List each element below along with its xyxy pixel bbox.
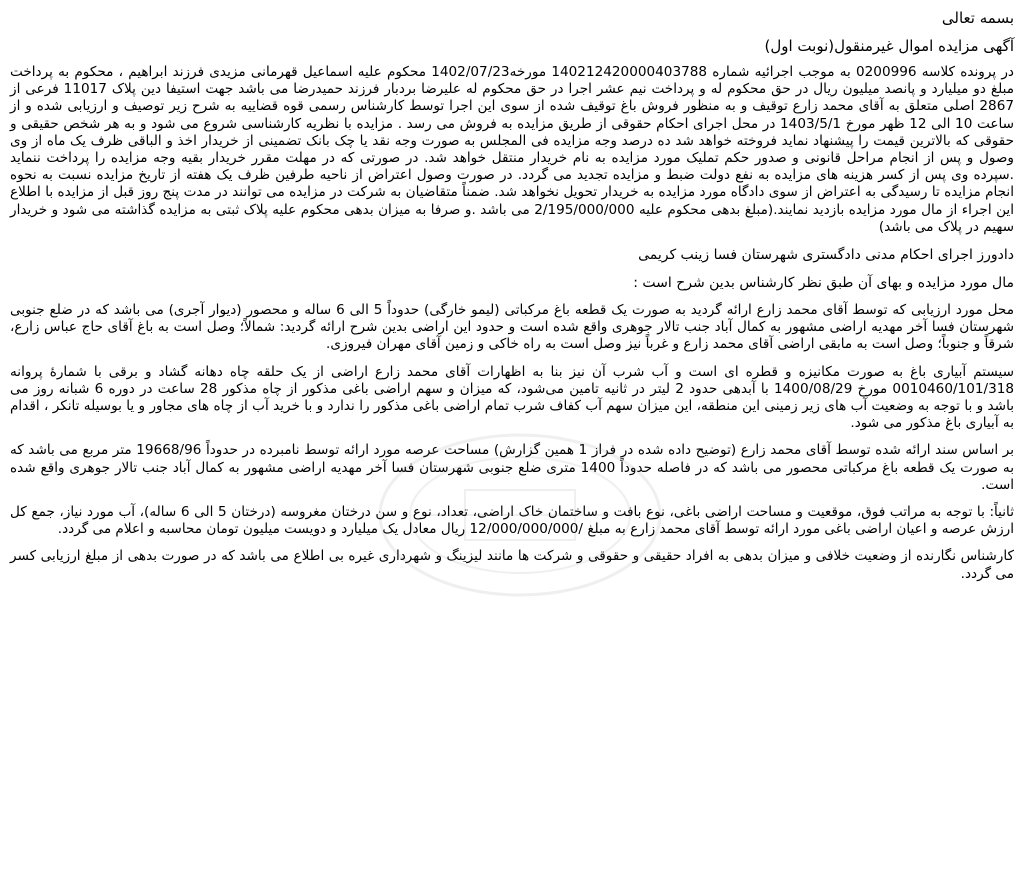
valuation-paragraph: ثانیاً: با توجه به مراتب فوق، موقعیت و مساحت اراضی باغی، نوع بافت و ساختمان خاک اراضی، تعداد، نوع و سن درختان مغروسه (درختان 5 الی 6 ساله)، آب مورد نیاز، جمع کل ارزش عرصه و اعیان اراضی باغی مورد ارائه توسط آقای محمد زارع به مبلغ /12/000/000/000 ریال معادل یک میلیارد و دویست میلیون تومان محاسبه و اعلام می گردد.: [10, 504, 1014, 538]
enforcement-officer-line: دادورز اجرای احکام مدنی دادگستری شهرستان فسا زینب کریمی: [638, 247, 1014, 264]
auction-notice-document: [10, 8, 1014, 868]
debt-disclaimer-paragraph: کارشناس نگارنده از وضعیت خلافی و میزان بدهی به افراد حقیقی و حقوقی و شرکت ها مانند لیزینگ و شهرداری غیره بی اطلاع می باشد که در صورت بدهی از مبلغ ارزیابی کسر می گردد.: [10, 548, 1014, 582]
irrigation-paragraph: سیستم آبیاری باغ به صورت مکانیزه و قطره ای است و آب شرب آن نیز بنا به اظهارات آقای محمد زارع اراضی از یک حلقه چاه دهانه گشاد و برقی با شمارهٔ پروانه 0010460/101/318 مورخ 1400/08/29 با آبدهی حدود 2 لیتر در ثانیه تامین می‌شود، که میزان و سهم اراضی باغی مذکور از چاه مذکور 28 ساعت در دوره 6 شبانه روز می باشد و با توجه به وضعیت آب های زیر زمینی این منطقه، این میزان سهم آب کفاف شرب تمام اراضی باغی مذکور را ندارد و با خرید آب از چاه های مجاور و یا بوسیله تانکر ، اقدام به آبیاری باغ مذکور می شود.: [10, 363, 1015, 432]
appraisal-intro-line: مال مورد مزایده و بهای آن طبق نظر کارشناس بدین شرح است :: [633, 275, 1014, 292]
area-paragraph: بر اساس سند ارائه شده توسط آقای محمد زارع (توضیح داده شده در فراز 1 همین گزارش) مساحت عرصه مورد ارائه توسط نامبرده در حدوداً 19668/96 متر مربع می باشد که به صورت یک قطعه باغ مرکباتی محصور می باشد که در فاصله حدوداً 1400 متری ضلع جنوبی شهرستان فسا آخر مهدیه اراضی مشهور به کمال آباد جنب تالار جوهری واقع شده است.: [10, 442, 1015, 493]
notice-title: آگهی مزایده اموال غیرمنقول(نوبت اول): [764, 37, 1014, 55]
property-location-paragraph: محل مورد ارزیابی که توسط آقای محمد زارع ارائه گردید به صورت یک قطعه باغ مرکباتی (لیمو خارگی) حدوداً 5 الی 6 ساله و محصور (دیوار آجری) می باشد که در ضلع جنوبی شهرستان فسا آخر مهدیه اراضی مشهور به کمال آباد جنب تالار جوهری واقع شده است و حدود این اراضی بدین شرح ارائه گردید: شمالاً؛ وصل است به باغ آقای حاج عباس زارع، شرقاً و جنوباً؛ وصل است به مابقی اراضی آقای محمد زارع و غرباً نیز وصل است به راه خاکی و زمین آقای مهران فیروزی.: [10, 302, 1014, 353]
basmala-heading: بسمه تعالی: [941, 9, 1014, 27]
case-details-paragraph: در پرونده کلاسه 0200996 به موجب اجرائیه شماره 140212420000403788 مورخه1402/07/23 محکوم علیه اسماعیل قهرمانی مزیدی فرزند ابراهیم ، محکوم به پرداخت مبلغ دو میلیارد و پانصد میلیون ریال در حق محکوم له و پرداخت نیم عشر اجرا در حق محکوم له علیرضا بردبار فرزند حمیدرضا می باشد جهت استیفا دین پلاک 11017 فرعی از 2867 اصلی متعلق به آقای محمد زارع توقیف و به منظور فروش باغ توقیف شده از سوی این اجرا توسط کارشناس رسمی قوه قضاییه به شرح زیر توصیف و ارزیابی شده و از ساعت 10 الی 12 ظهر مورخ 1403/5/1 در محل اجرای احکام حقوقی از طریق مزایده به فروش می رسد . مزایده با نظریه کارشناسی شروع می شود و به هر شخص حقیقی و حقوقی که بالاترین قیمت را پیشنهاد نماید فروخته خواهد شد ده درصد وجه مزایده فی المجلس به صورت وجه نقد یا چک بانک تضمینی از خریدار اخذ و الباقی ظرف یک ماه از وی وصول و پس از انجام مراحل قانونی و صدور حکم تملیک مورد مزایده به نام خریدار منتقل خواهد شد. در صورتی که در مهلت مقرر خریدار بقیه وجه مزایده را پرداخت ننماید .سپرده وی پس از کسر هزینه های مزایده به نفع دولت ضبط و مزایده تجدید می گردد. در صورت وصول اعتراض از ناحیه طرفین ظرف یک هفته از تاریخ مزایده نسبت به نحوه انجام مزایده تا رسیدگی به اعتراض از سوی دادگاه مورد مزایده به خریدار تحویل نخواهد شد. ضمناً متقاضیان به شرکت در مزایده می توانند در مدت پنج روز قبل از مزایده با اطلاع این اجراء از مال مورد مزایده بازدید نمایند.(مبلغ بدهی محکوم علیه 2/195/000/000 می باشد .و صرفا به میزان بدهی محکوم علیه پلاک ثبتی به مزایده گذاشته می شود و خریدار سهیم در پلاک می باشد): [10, 64, 1014, 235]
